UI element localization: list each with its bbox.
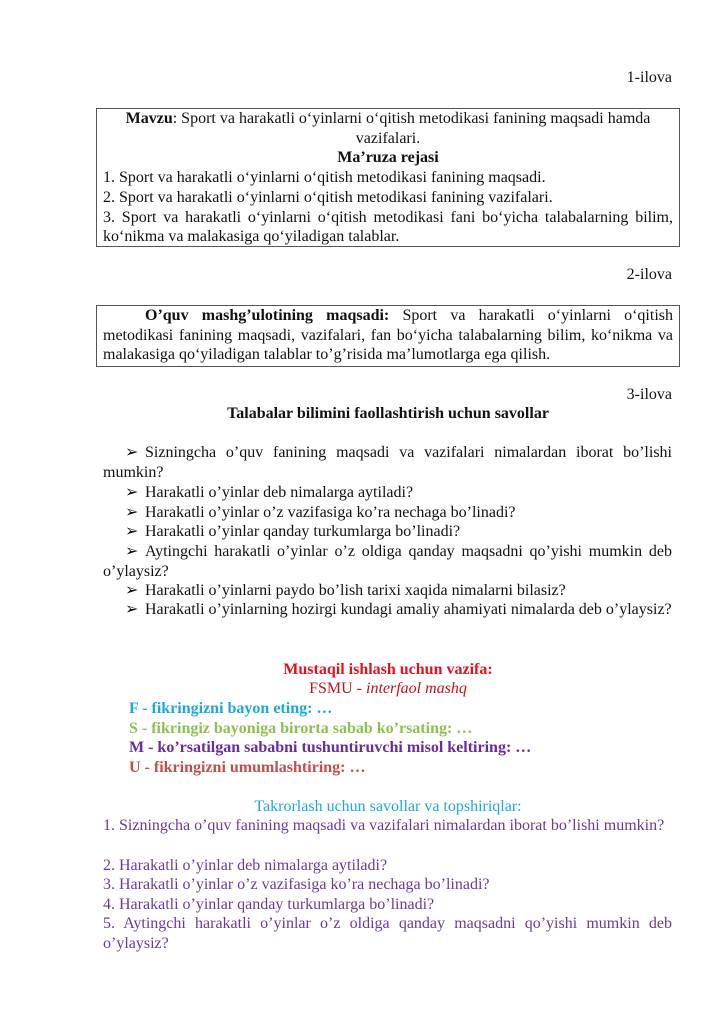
plan-item: 3. Sport va harakatli o‘yinlarni o‘qitish metodikasi fani bo‘yicha talabalarning bilim, ko‘nikma va malakasiga qo‘yiladigan talablar. [103, 208, 673, 246]
annex1-label: 1-ilova [626, 69, 672, 86]
question-item: ➢ Aytingchi harakatli o’yinlar o’z oldiga qanday maqsadni qo’yishi mumkin deb o’ylaysiz? [103, 543, 672, 580]
goal-label: O’quv mashg’ulotining maqsadi: [145, 307, 390, 324]
annex2-label: 2-ilova [626, 266, 672, 283]
review-item: 1. Sizningcha o’quv fanining maqsadi va vazifalari nimalardan iborat bo’lishi mumkin? [103, 817, 665, 834]
fsmu-item-m: M - ko’rsatilgan sababni tushuntiruvchi misol keltiring: … [129, 739, 532, 756]
arrow-bullet-icon: ➢ [125, 484, 139, 501]
plan-item: 1. Sport va harakatli o‘yinlarni o‘qitish metodikasi fanining maqsadi. [103, 169, 546, 187]
independent-title: Mustaqil ishlash uchun vazifa: [283, 661, 493, 678]
topic-box [96, 108, 680, 247]
arrow-bullet-icon: ➢ [125, 444, 139, 461]
question-item: ➢ Harakatli o’yinlarning hozirgi kundagi amaliy ahamiyati nimalarda deb o’ylaysiz? [103, 600, 672, 620]
review-item: 2. Harakatli o’yinlar deb nimalarga aytiladi? [103, 857, 388, 874]
annex3-title: Talabalar bilimini faollashtirish uchun savollar [227, 405, 549, 422]
question-item: ➢ Harakatli o’yinlar qanday turkumlarga bo’linadi? [103, 522, 672, 542]
goal-box [96, 305, 680, 367]
fsmu-item-u: U - fikringizni umumlashtiring: … [129, 759, 366, 776]
fsmu-item-f: F - fikringizni bayon eting: … [129, 700, 333, 717]
question-item: ➢ Harakatli o’yinlarni paydo bo’lish tarixi xaqida nimalarni bilasiz? [103, 581, 672, 601]
question-item: ➢ Sizningcha o’quv fanining maqsadi va vazifalari nimalardan iborat bo’lishi mumkin? [103, 444, 672, 481]
review-item: 4. Harakatli o’yinlar qanday turkumlarga bo’linadi? [103, 896, 435, 913]
plan-item: 2. Sport va harakatli o‘yinlarni o‘qitish metodikasi fanining vazifalari. [103, 188, 553, 206]
plan-title: Ma’ruza rejasi [337, 149, 439, 167]
question-item: ➢ Harakatli o’yinlar deb nimalarga aytiladi? [103, 483, 672, 503]
topic-line [103, 109, 673, 148]
fsmu-item-s: S - fikringiz bayoniga birorta sabab ko’rsating: … [129, 720, 473, 737]
arrow-bullet-icon: ➢ [125, 543, 139, 560]
arrow-bullet-icon: ➢ [125, 601, 139, 618]
review-item: 5. Aytingchi harakatli o’yinlar o’z oldiga qanday maqsadni qo’yishi mumkin deb o’ylaysiz? [103, 915, 672, 952]
topic-label: Mavzu [125, 110, 173, 127]
fsmu-subtitle: FSMU - interfaol mashq [309, 680, 467, 697]
question-item: ➢ Harakatli o’yinlar o’z vazifasiga ko’ra nechaga bo’linadi? [103, 503, 672, 523]
goal-text: Sport va harakatli o‘yinlarni o‘qitish metodikasi fanining maqsadi, vazifalari, fan bo‘yicha talabalarning bilim, ko‘nikma va malakasiga qo‘yiladigan talablar to’g’risida ma’lumotlarga ega qilish. [103, 307, 673, 364]
arrow-bullet-icon: ➢ [125, 523, 139, 540]
topic-text: : Sport va harakatli o‘yinlarni o‘qitish metodikasi fanining maqsadi hamda vazifalari. [172, 110, 651, 147]
arrow-bullet-icon: ➢ [125, 582, 139, 599]
review-item: 3. Harakatli o’yinlar o’z vazifasiga ko’ra nechaga bo’linadi? [103, 876, 490, 893]
arrow-bullet-icon: ➢ [125, 504, 139, 521]
annex3-label: 3-ilova [626, 386, 672, 403]
review-title: Takrorlash uchun savollar va topshiriqlar: [254, 798, 522, 815]
